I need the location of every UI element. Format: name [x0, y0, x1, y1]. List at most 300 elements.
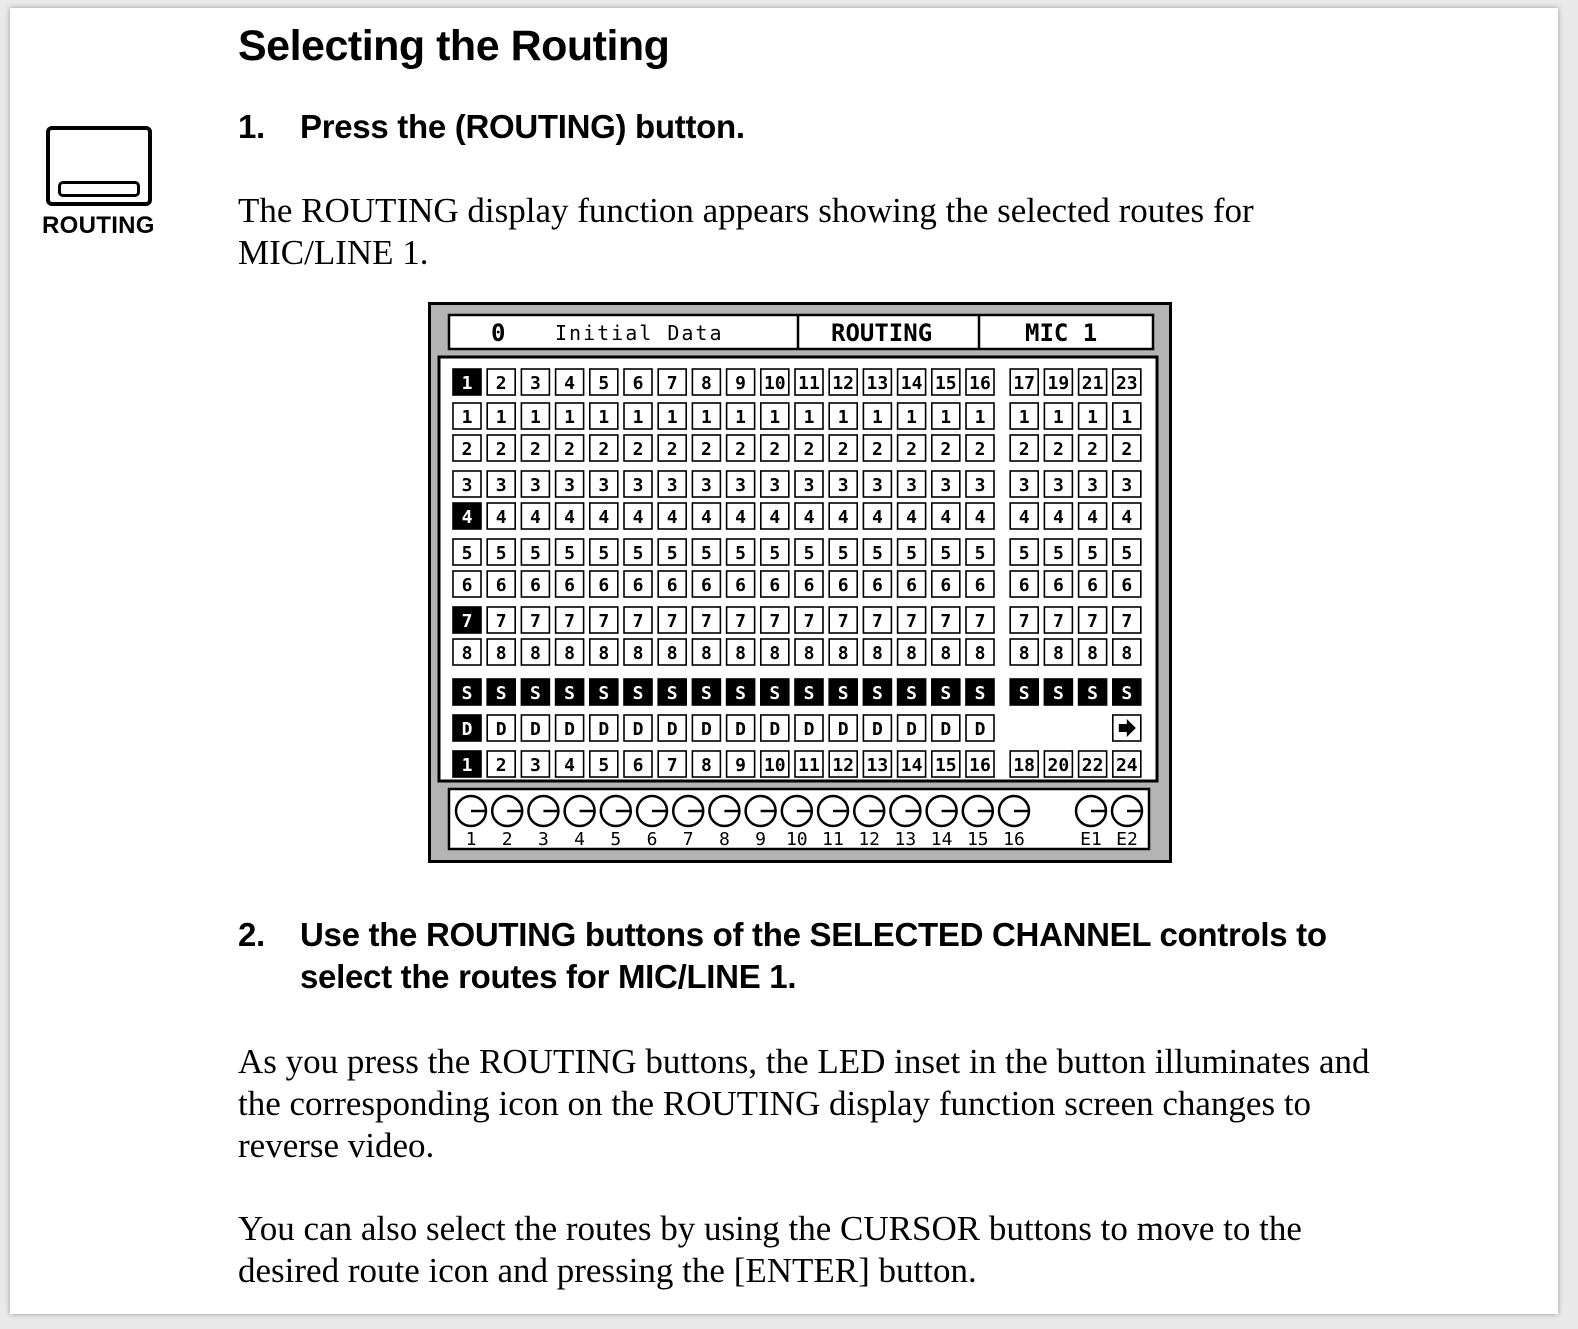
route-6-ch5[interactable] — [590, 571, 618, 597]
route-d-ch3[interactable] — [521, 715, 549, 741]
route-7-ch8[interactable] — [692, 607, 720, 633]
route-s-ch7[interactable] — [658, 679, 686, 705]
route-7-ch2[interactable] — [487, 607, 515, 633]
pan-knob-label: 10 — [785, 829, 808, 850]
route-7-ch1[interactable] — [453, 607, 481, 633]
route-8-ch2[interactable] — [487, 639, 515, 665]
channel-cell-bottom-4[interactable] — [556, 751, 584, 777]
channel-cell-top-8[interactable] — [692, 369, 720, 395]
route-2-ch1[interactable] — [453, 435, 481, 461]
route-4-ch7[interactable] — [658, 503, 686, 529]
route-7-ch15[interactable] — [932, 607, 960, 633]
route-6-ch6[interactable] — [624, 571, 652, 597]
route-1-ch7[interactable] — [658, 403, 686, 429]
route-8-ch7[interactable] — [658, 639, 686, 665]
route-1-ch17[interactable] — [1010, 403, 1038, 429]
route-s-ch18[interactable] — [1044, 679, 1072, 705]
channel-cell-top-7[interactable] — [658, 369, 686, 395]
route-5-ch13[interactable] — [863, 539, 891, 565]
route-s-ch15[interactable] — [932, 679, 960, 705]
route-s-ch11[interactable] — [795, 679, 823, 705]
route-2-ch7-label: 2 — [666, 439, 678, 460]
route-2-ch3[interactable] — [521, 435, 549, 461]
route-6-ch8[interactable] — [692, 571, 720, 597]
route-6-ch4[interactable] — [556, 571, 584, 597]
route-2-ch9[interactable] — [727, 435, 755, 461]
route-4-ch17[interactable] — [1010, 503, 1038, 529]
route-5-ch12[interactable] — [829, 539, 857, 565]
pan-knob-label: 15 — [966, 829, 989, 850]
route-3-ch17[interactable] — [1010, 471, 1038, 497]
route-2-ch17[interactable] — [1010, 435, 1038, 461]
route-d-ch2-label: D — [495, 719, 507, 740]
paragraph-3: You can also select the routes by using the CURSOR buttons to move to the desired route icon and pressing the [ENTER] button. — [238, 1209, 1302, 1290]
channel-cell-bottom-10[interactable] — [761, 751, 789, 777]
channel-cell-top-3[interactable] — [521, 369, 549, 395]
route-d-ch7-label: D — [666, 719, 678, 740]
route-4-ch2[interactable] — [487, 503, 515, 529]
route-1-ch13[interactable] — [863, 403, 891, 429]
route-3-ch8[interactable] — [692, 471, 720, 497]
route-4-ch10-label: 4 — [769, 507, 781, 528]
route-3-ch15[interactable] — [932, 471, 960, 497]
route-d-ch4[interactable] — [556, 715, 584, 741]
route-s-ch9-label: S — [735, 683, 747, 704]
channel-cell-top-19[interactable] — [1044, 369, 1072, 395]
route-5-ch5[interactable] — [590, 539, 618, 565]
route-4-ch19[interactable] — [1079, 503, 1107, 529]
route-3-ch15-label: 3 — [940, 475, 952, 496]
route-2-ch18[interactable] — [1044, 435, 1072, 461]
route-8-ch5[interactable] — [590, 639, 618, 665]
route-5-ch10[interactable] — [761, 539, 789, 565]
pan-knob-label: 16 — [1003, 829, 1025, 850]
route-8-ch11[interactable] — [795, 639, 823, 665]
route-6-ch11-label: 6 — [803, 575, 815, 596]
route-6-ch15[interactable] — [932, 571, 960, 597]
channel-cell-bottom-6[interactable] — [624, 751, 652, 777]
route-1-ch4[interactable] — [556, 403, 584, 429]
channel-cell-top-4[interactable] — [556, 369, 584, 395]
route-7-ch19[interactable] — [1079, 607, 1107, 633]
route-4-ch15[interactable] — [932, 503, 960, 529]
route-1-ch9[interactable] — [727, 403, 755, 429]
channel-cell-top-11[interactable] — [795, 369, 823, 395]
route-d-ch15[interactable] — [932, 715, 960, 741]
route-1-ch16[interactable] — [966, 403, 994, 429]
channel-cell-bottom-8[interactable] — [692, 751, 720, 777]
channel-cell-bottom-20[interactable] — [1044, 751, 1072, 777]
route-2-ch1-label: 2 — [461, 439, 473, 460]
route-2-ch16[interactable] — [966, 435, 994, 461]
paragraph-2: As you press the ROUTING buttons, the LED inset in the button illuminates and the corresponding icon on the ROUTING display function screen changes to reverse video. — [238, 1042, 1370, 1165]
route-7-ch16[interactable] — [966, 607, 994, 633]
route-7-ch6[interactable] — [624, 607, 652, 633]
route-6-ch16[interactable] — [966, 571, 994, 597]
route-5-ch1[interactable] — [453, 539, 481, 565]
route-3-ch6[interactable] — [624, 471, 652, 497]
pan-knob-label: E2 — [1116, 829, 1138, 850]
route-8-ch18[interactable] — [1044, 639, 1072, 665]
route-8-ch2-label: 8 — [495, 643, 507, 664]
channel-cell-top-6[interactable] — [624, 369, 652, 395]
route-8-ch5-label: 8 — [598, 643, 610, 664]
route-5-ch20[interactable] — [1113, 539, 1141, 565]
route-6-ch13[interactable] — [863, 571, 891, 597]
route-d-ch7[interactable] — [658, 715, 686, 741]
channel-cell-bottom-7[interactable] — [658, 751, 686, 777]
route-1-ch15[interactable] — [932, 403, 960, 429]
channel-cell-top-7-label: 7 — [666, 373, 678, 394]
route-7-ch18[interactable] — [1044, 607, 1072, 633]
channel-cell-top-23[interactable] — [1113, 369, 1141, 395]
route-d-ch14[interactable] — [898, 715, 926, 741]
route-8-ch10[interactable] — [761, 639, 789, 665]
route-2-ch20[interactable] — [1113, 435, 1141, 461]
route-5-ch17[interactable] — [1010, 539, 1038, 565]
route-2-ch4[interactable] — [556, 435, 584, 461]
route-8-ch20[interactable] — [1113, 639, 1141, 665]
channel-cell-top-16[interactable] — [966, 369, 994, 395]
route-s-ch13-label: S — [871, 683, 883, 704]
route-4-ch20[interactable] — [1113, 503, 1141, 529]
route-8-ch12[interactable] — [829, 639, 857, 665]
route-6-ch7[interactable] — [658, 571, 686, 597]
route-2-ch10[interactable] — [761, 435, 789, 461]
route-d-ch8[interactable] — [692, 715, 720, 741]
route-s-ch8-label: S — [700, 683, 712, 704]
route-6-ch9[interactable] — [727, 571, 755, 597]
route-2-ch6[interactable] — [624, 435, 652, 461]
route-5-ch3[interactable] — [521, 539, 549, 565]
route-8-ch4[interactable] — [556, 639, 584, 665]
route-3-ch18[interactable] — [1044, 471, 1072, 497]
route-8-ch9-label: 8 — [735, 643, 747, 664]
route-6-ch20[interactable] — [1113, 571, 1141, 597]
route-7-ch12[interactable] — [829, 607, 857, 633]
route-s-ch1[interactable] — [453, 679, 481, 705]
route-6-ch16-label: 6 — [974, 575, 986, 596]
channel-cell-bottom-9-label: 9 — [735, 755, 747, 776]
route-7-ch9[interactable] — [727, 607, 755, 633]
route-1-ch19[interactable] — [1079, 403, 1107, 429]
route-3-ch10[interactable] — [761, 471, 789, 497]
route-3-ch18-label: 3 — [1052, 475, 1064, 496]
route-s-ch3[interactable] — [521, 679, 549, 705]
route-7-ch5[interactable] — [590, 607, 618, 633]
route-3-ch20[interactable] — [1113, 471, 1141, 497]
route-8-ch16[interactable] — [966, 639, 994, 665]
route-8-ch17[interactable] — [1010, 639, 1038, 665]
channel-cell-top-10[interactable] — [761, 369, 789, 395]
route-7-ch4[interactable] — [556, 607, 584, 633]
scene-number: 0 — [491, 319, 506, 347]
route-6-ch2[interactable] — [487, 571, 515, 597]
channel-cell-bottom-12[interactable] — [829, 751, 857, 777]
channel-cell-bottom-15[interactable] — [932, 751, 960, 777]
route-d-ch1[interactable] — [453, 715, 481, 741]
route-d-ch3-label: D — [529, 719, 541, 740]
pan-knob-10 — [782, 796, 812, 850]
route-2-ch7[interactable] — [658, 435, 686, 461]
channel-cell-top-17[interactable] — [1010, 369, 1038, 395]
route-5-ch6[interactable] — [624, 539, 652, 565]
route-8-ch8[interactable] — [692, 639, 720, 665]
route-2-ch11[interactable] — [795, 435, 823, 461]
route-4-ch18[interactable] — [1044, 503, 1072, 529]
route-1-ch1[interactable] — [453, 403, 481, 429]
route-2-ch8[interactable] — [692, 435, 720, 461]
channel-cell-top-9[interactable] — [727, 369, 755, 395]
route-1-ch14-label: 1 — [906, 407, 918, 428]
route-1-ch11[interactable] — [795, 403, 823, 429]
channel-cell-bottom-24-label: 24 — [1115, 755, 1138, 776]
channel-cell-top-10-label: 10 — [763, 373, 786, 394]
route-4-ch16[interactable] — [966, 503, 994, 529]
route-d-ch9[interactable] — [727, 715, 755, 741]
route-3-ch2[interactable] — [487, 471, 515, 497]
route-s-ch19[interactable] — [1079, 679, 1107, 705]
route-7-ch17[interactable] — [1010, 607, 1038, 633]
route-5-ch4[interactable] — [556, 539, 584, 565]
route-1-ch20[interactable] — [1113, 403, 1141, 429]
route-s-ch7-label: S — [666, 683, 678, 704]
route-4-ch1[interactable] — [453, 503, 481, 529]
channel-cell-top-17-label: 17 — [1013, 373, 1036, 394]
route-1-ch7-label: 1 — [666, 407, 678, 428]
route-8-ch6[interactable] — [624, 639, 652, 665]
route-6-ch1[interactable] — [453, 571, 481, 597]
route-3-ch16[interactable] — [966, 471, 994, 497]
route-d-ch2[interactable] — [487, 715, 515, 741]
channel-cell-top-12-label: 12 — [832, 373, 855, 394]
route-3-ch1[interactable] — [453, 471, 481, 497]
route-5-ch11[interactable] — [795, 539, 823, 565]
route-6-ch11[interactable] — [795, 571, 823, 597]
route-5-ch19[interactable] — [1079, 539, 1107, 565]
route-4-ch5[interactable] — [590, 503, 618, 529]
route-s-ch14[interactable] — [898, 679, 926, 705]
route-2-ch15[interactable] — [932, 435, 960, 461]
route-2-ch12[interactable] — [829, 435, 857, 461]
route-s-ch6-label: S — [632, 683, 644, 704]
route-3-ch12-label: 3 — [837, 475, 849, 496]
route-6-ch12[interactable] — [829, 571, 857, 597]
channel-cell-top-21[interactable] — [1079, 369, 1107, 395]
channel-cell-bottom-3[interactable] — [521, 751, 549, 777]
route-1-ch6[interactable] — [624, 403, 652, 429]
route-1-ch3[interactable] — [521, 403, 549, 429]
route-5-ch9-label: 5 — [735, 543, 747, 564]
route-d-ch6[interactable] — [624, 715, 652, 741]
route-2-ch13[interactable] — [863, 435, 891, 461]
route-3-ch9-label: 3 — [735, 475, 747, 496]
route-5-ch15[interactable] — [932, 539, 960, 565]
route-6-ch2-label: 6 — [495, 575, 507, 596]
channel-cell-top-1-label: 1 — [461, 373, 473, 394]
route-1-ch19-label: 1 — [1087, 407, 1099, 428]
route-s-ch4[interactable] — [556, 679, 584, 705]
route-7-ch10[interactable] — [761, 607, 789, 633]
route-3-ch14[interactable] — [898, 471, 926, 497]
route-1-ch12[interactable] — [829, 403, 857, 429]
route-s-ch5[interactable] — [590, 679, 618, 705]
route-d-ch10[interactable] — [761, 715, 789, 741]
channel-cell-bottom-13[interactable] — [863, 751, 891, 777]
route-4-ch13[interactable] — [863, 503, 891, 529]
route-4-ch14[interactable] — [898, 503, 926, 529]
route-5-ch14[interactable] — [898, 539, 926, 565]
route-6-ch10[interactable] — [761, 571, 789, 597]
route-4-ch13-label: 4 — [871, 507, 883, 528]
route-s-ch10[interactable] — [761, 679, 789, 705]
route-6-ch14-label: 6 — [906, 575, 918, 596]
route-1-ch10[interactable] — [761, 403, 789, 429]
route-3-ch17-label: 3 — [1018, 475, 1030, 496]
route-8-ch15[interactable] — [932, 639, 960, 665]
channel-cell-top-1[interactable] — [453, 369, 481, 395]
route-7-ch13[interactable] — [863, 607, 891, 633]
channel-cell-bottom-11[interactable] — [795, 751, 823, 777]
channel-cell-top-14[interactable] — [898, 369, 926, 395]
route-d-ch5-label: D — [598, 719, 610, 740]
channel-cell-bottom-18[interactable] — [1010, 751, 1038, 777]
route-s-ch3-label: S — [529, 683, 541, 704]
route-3-ch7[interactable] — [658, 471, 686, 497]
route-2-ch5-label: 2 — [598, 439, 610, 460]
channel-cell-top-15[interactable] — [932, 369, 960, 395]
route-6-ch14[interactable] — [898, 571, 926, 597]
route-3-ch11[interactable] — [795, 471, 823, 497]
route-4-ch12[interactable] — [829, 503, 857, 529]
channel-cell-bottom-9[interactable] — [727, 751, 755, 777]
route-6-ch17[interactable] — [1010, 571, 1038, 597]
route-s-ch12[interactable] — [829, 679, 857, 705]
route-s-ch6[interactable] — [624, 679, 652, 705]
channel-cell-bottom-16[interactable] — [966, 751, 994, 777]
route-6-ch18[interactable] — [1044, 571, 1072, 597]
route-2-ch19[interactable] — [1079, 435, 1107, 461]
route-5-ch19-label: 5 — [1087, 543, 1099, 564]
route-3-ch19[interactable] — [1079, 471, 1107, 497]
route-4-ch6[interactable] — [624, 503, 652, 529]
route-1-ch18[interactable] — [1044, 403, 1072, 429]
route-d-ch11[interactable] — [795, 715, 823, 741]
channel-cell-top-12[interactable] — [829, 369, 857, 395]
route-5-ch10-label: 5 — [769, 543, 781, 564]
channel-cell-bottom-14[interactable] — [898, 751, 926, 777]
channel-cell-top-13-label: 13 — [866, 373, 889, 394]
route-4-ch5-label: 4 — [598, 507, 610, 528]
route-2-ch2[interactable] — [487, 435, 515, 461]
route-3-ch12[interactable] — [829, 471, 857, 497]
route-3-ch13[interactable] — [863, 471, 891, 497]
channel-cell-bottom-22[interactable] — [1079, 751, 1107, 777]
route-6-ch3[interactable] — [521, 571, 549, 597]
route-8-ch9[interactable] — [727, 639, 755, 665]
route-s-ch2[interactable] — [487, 679, 515, 705]
route-8-ch11-label: 8 — [803, 643, 815, 664]
route-5-ch9[interactable] — [727, 539, 755, 565]
route-4-ch9[interactable] — [727, 503, 755, 529]
route-4-ch3[interactable] — [521, 503, 549, 529]
channel-cell-bottom-11-label: 11 — [798, 755, 820, 776]
channel-cell-bottom-2[interactable] — [487, 751, 515, 777]
route-d-ch5[interactable] — [590, 715, 618, 741]
route-8-ch1-label: 8 — [461, 643, 473, 664]
channel-cell-bottom-5[interactable] — [590, 751, 618, 777]
route-d-ch12[interactable] — [829, 715, 857, 741]
route-5-ch2[interactable] — [487, 539, 515, 565]
route-s-ch20[interactable] — [1113, 679, 1141, 705]
route-8-ch20-label: 8 — [1121, 643, 1133, 664]
channel-cell-bottom-24[interactable] — [1113, 751, 1141, 777]
route-d-ch13[interactable] — [863, 715, 891, 741]
route-7-ch20[interactable] — [1113, 607, 1141, 633]
route-1-ch14[interactable] — [898, 403, 926, 429]
route-3-ch3[interactable] — [521, 471, 549, 497]
route-8-ch13[interactable] — [863, 639, 891, 665]
route-5-ch18[interactable] — [1044, 539, 1072, 565]
route-s-ch13[interactable] — [863, 679, 891, 705]
channel-cell-top-5[interactable] — [590, 369, 618, 395]
route-3-ch4[interactable] — [556, 471, 584, 497]
channel-name: MIC 1 — [1025, 319, 1098, 347]
route-7-ch3[interactable] — [521, 607, 549, 633]
routing-button-label: ROUTING — [42, 212, 155, 239]
route-5-ch8[interactable] — [692, 539, 720, 565]
route-s-ch17[interactable] — [1010, 679, 1038, 705]
page-arrow-icon[interactable] — [1113, 715, 1141, 741]
route-s-ch8[interactable] — [692, 679, 720, 705]
route-3-ch5[interactable] — [590, 471, 618, 497]
route-8-ch19[interactable] — [1079, 639, 1107, 665]
function-name: ROUTING — [831, 319, 933, 347]
channel-cell-top-2[interactable] — [487, 369, 515, 395]
channel-cell-top-8-label: 8 — [700, 373, 712, 394]
route-5-ch20-label: 5 — [1121, 543, 1133, 564]
route-3-ch8-label: 3 — [700, 475, 712, 496]
route-1-ch2[interactable] — [487, 403, 515, 429]
route-1-ch8-label: 1 — [700, 407, 712, 428]
route-4-ch8[interactable] — [692, 503, 720, 529]
route-s-ch9[interactable] — [727, 679, 755, 705]
route-1-ch5[interactable] — [590, 403, 618, 429]
route-4-ch11[interactable] — [795, 503, 823, 529]
route-8-ch3[interactable] — [521, 639, 549, 665]
route-8-ch1[interactable] — [453, 639, 481, 665]
route-4-ch4[interactable] — [556, 503, 584, 529]
route-3-ch9[interactable] — [727, 471, 755, 497]
route-5-ch16[interactable] — [966, 539, 994, 565]
route-2-ch14[interactable] — [898, 435, 926, 461]
route-2-ch5[interactable] — [590, 435, 618, 461]
channel-cell-bottom-13-label: 13 — [866, 755, 889, 776]
route-7-ch14[interactable] — [898, 607, 926, 633]
route-7-ch7[interactable] — [658, 607, 686, 633]
route-4-ch10[interactable] — [761, 503, 789, 529]
channel-cell-top-13[interactable] — [863, 369, 891, 395]
route-5-ch7[interactable] — [658, 539, 686, 565]
route-7-ch11[interactable] — [795, 607, 823, 633]
route-s-ch16[interactable] — [966, 679, 994, 705]
route-d-ch16[interactable] — [966, 715, 994, 741]
route-6-ch19[interactable] — [1079, 571, 1107, 597]
route-1-ch15-label: 1 — [940, 407, 952, 428]
route-8-ch14[interactable] — [898, 639, 926, 665]
route-1-ch8[interactable] — [692, 403, 720, 429]
channel-cell-bottom-1[interactable] — [453, 751, 481, 777]
